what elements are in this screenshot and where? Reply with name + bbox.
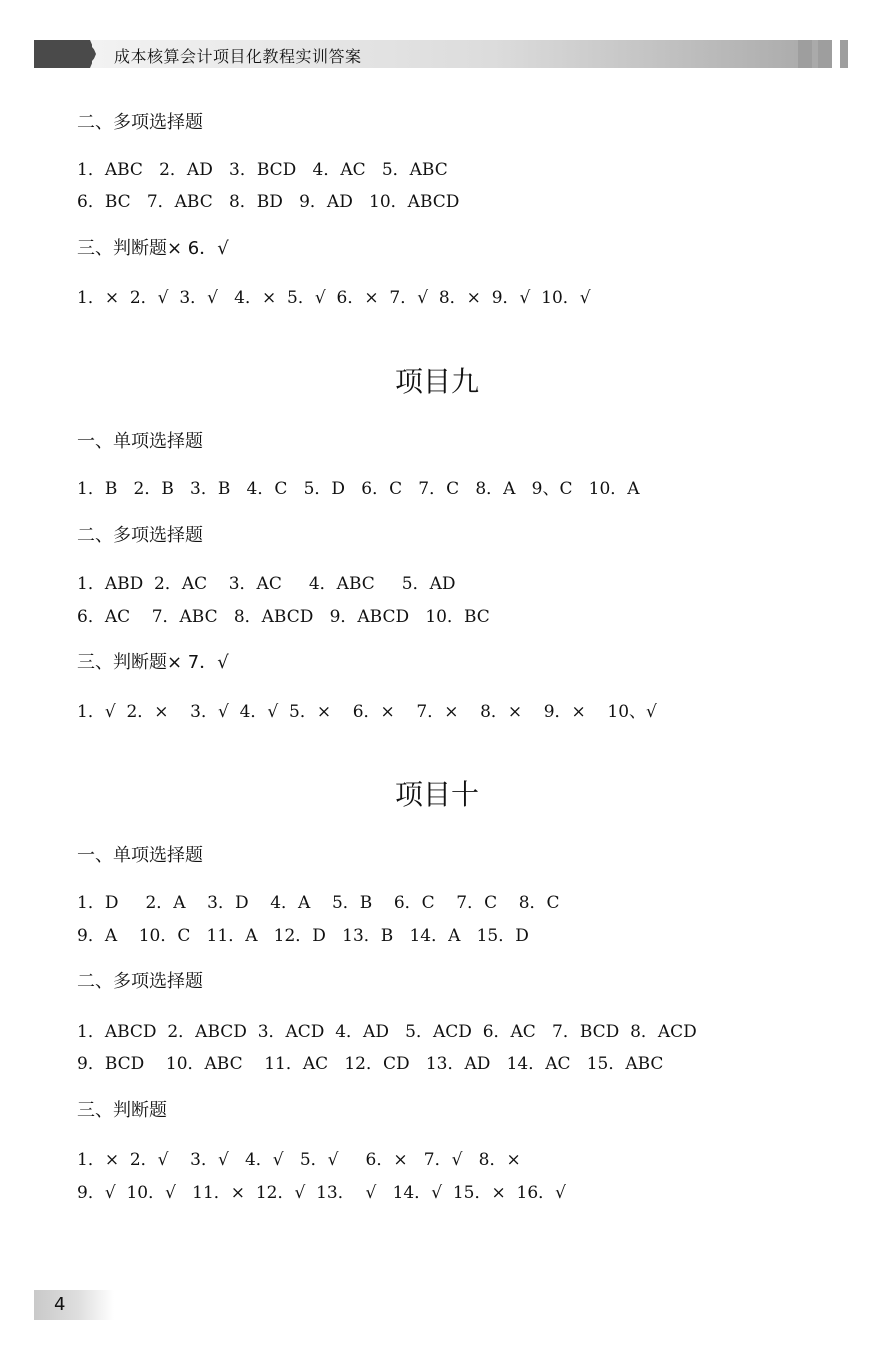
project-title: 项目九 <box>394 365 479 398</box>
section-title: 二、多项选择题 <box>77 525 203 546</box>
header-bar <box>798 40 812 68</box>
answer-line: 1．ABCD 2．ABCD 3．ACD 4．AD 5．ACD 6．AC 7．BCD 8．ACD <box>77 1022 697 1042</box>
section-title: 三、判断题× 6．√ <box>77 238 229 259</box>
header-bar <box>818 40 832 68</box>
answer-line: 1．B 2．B 3．B 4．C 5．D 6．C 7．C 8．A 9、C 10．A <box>77 479 640 499</box>
answer-line: 1．√ 2．× 3．√ 4．√ 5．× 6．× 7．× 8．× 9．× 10、√ <box>77 702 657 722</box>
page-number-band <box>34 1290 114 1320</box>
section-title: 二、多项选择题 <box>77 112 203 133</box>
section-title: 三、判断题 <box>77 1100 167 1121</box>
section-title: 三、判断题× 7．√ <box>77 652 229 673</box>
header-dark-block <box>34 40 92 68</box>
answer-line: 1．ABC 2．AD 3．BCD 4．AC 5．ABC <box>77 160 448 180</box>
header-chevron-stripe-icon <box>90 40 100 68</box>
header-bar <box>840 40 848 68</box>
answer-line: 9．BCD 10．ABC 11．AC 12．CD 13．AD 14．AC 15．ABC <box>77 1054 664 1074</box>
page-number: 4 <box>54 1294 66 1315</box>
answer-line: 9．A 10．C 11．A 12．D 13．B 14．A 15．D <box>77 926 529 946</box>
project-title: 项目十 <box>394 778 479 811</box>
answer-line: 1．× 2．√ 3．√ 4．× 5．√ 6．× 7．√ 8．× 9．√ 10．√ <box>77 288 591 308</box>
section-title: 一、单项选择题 <box>77 845 203 866</box>
answer-line: 9．√ 10．√ 11．× 12．√ 13． √ 14．√ 15．× 16．√ <box>77 1183 566 1203</box>
answer-line: 1．ABD 2．AC 3．AC 4．ABC 5．AD <box>77 574 456 594</box>
page-header <box>34 40 846 68</box>
answer-line: 1．× 2．√ 3．√ 4．√ 5．√ 6．× 7．√ 8．× <box>77 1150 521 1170</box>
answer-line: 1．D 2．A 3．D 4．A 5．B 6．C 7．C 8．C <box>77 893 560 913</box>
answer-line: 6．BC 7．ABC 8．BD 9．AD 10．ABCD <box>77 192 460 212</box>
answer-line: 6．AC 7．ABC 8．ABCD 9．ABCD 10．BC <box>77 607 490 627</box>
header-title: 成本核算会计项目化教程实训答案 <box>114 47 362 66</box>
section-title: 二、多项选择题 <box>77 971 203 992</box>
section-title: 一、单项选择题 <box>77 431 203 452</box>
